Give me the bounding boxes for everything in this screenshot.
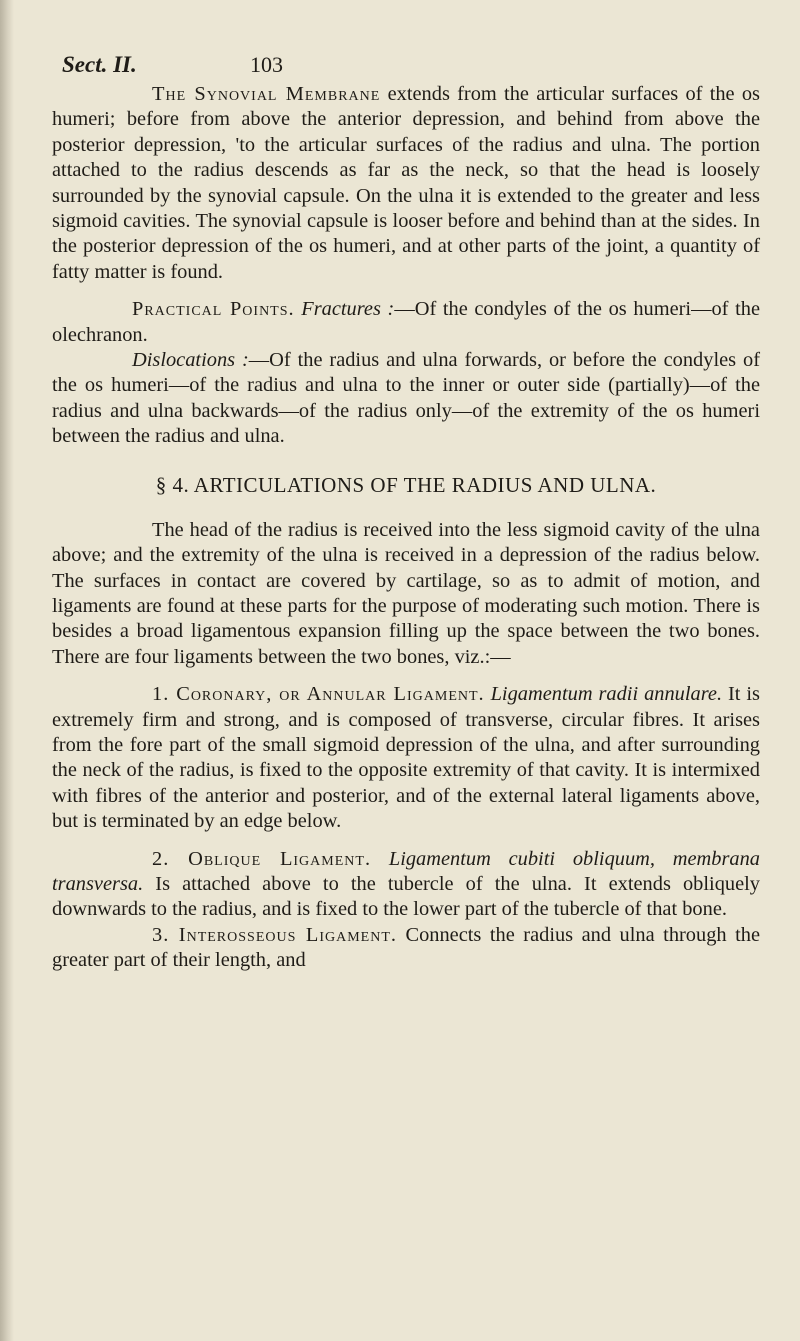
book-page (52, 52, 760, 974)
book-gutter-shadow (0, 0, 14, 1341)
paragraph-practical-points (52, 297, 760, 348)
section-marker: Sect. II. (62, 52, 137, 77)
paragraph-lead: 3. Interosseous Ligament. (152, 923, 397, 946)
paragraph-text: extends from the articular surfaces of the os humeri; before from above the anterior depression, and behind from above the posterior depression, 'to the articular surfaces of the radius and ulna. The portion attached to the radius descends as far as the neck, so that the head is loosely surrounded by the synovial capsule. On the ulna it is extended to the greater and less sigmoid cavities. The synovial capsule is looser before and behind than at the sides. In the posterior depression of the os humeri, and at other parts of the joint, a quantity of fatty matter is found. (52, 83, 760, 283)
paragraph-oblique-ligament (52, 847, 760, 923)
paragraph-dislocations (52, 348, 760, 450)
latin-term: Ligamentum cubiti obliquum, membrana transversa. (52, 847, 760, 895)
paragraph-text: Connects the radius and ulna through the greater part of their length, and (52, 923, 760, 972)
latin-term: Ligamentum radii annulare. (490, 683, 723, 706)
paragraph-text: It is extremely firm and strong, and is composed of transverse, circular fibres. It arises from the fore part of the small sigmoid depression of the ulna, and after surrounding the neck of the radius, is fixed to the opposite extremity of that cavity. It is intermixed with fibres of the anterior and posterior, and of the external lateral ligaments above, but is terminated by an edge below. (52, 683, 760, 833)
paragraph-interosseous-ligament (52, 923, 760, 974)
paragraph-lead: Practical Points. (132, 298, 295, 321)
paragraph-text: Is attached above to the tubercle of the ulna. It extends obliquely downwards to the radius, and is fixed to the lower part of the tubercle of that bone. (52, 872, 760, 921)
paragraph-lead: 1. Coronary, or Annular Ligament. (152, 683, 485, 706)
paragraph-text: —Of the condyles of the os humeri—of the olechranon. (52, 298, 760, 346)
paragraph-radius-head: The head of the radius is received into the less sigmoid cavity of the ulna above; and the extremity of the ulna is received in a depression of the radius below. The surfaces in contact are covered by cartilage, so as to admit of motion, and ligaments are found at these parts for the purpose of moderating such motion. There is besides a broad ligamentous expansion filling up the space between the two bones. There are four ligaments between the two bones, viz.:— (52, 518, 760, 668)
section-heading: § 4. ARTICULATIONS OF THE RADIUS AND ULNA. (155, 472, 657, 497)
running-head (52, 52, 760, 82)
paragraph-label: Dislocations : (132, 349, 249, 372)
page-number: 103 (250, 52, 283, 77)
paragraph-synovial-membrane (52, 82, 760, 285)
paragraph-coronary-ligament (52, 682, 760, 834)
paragraph-lead: The Synovial Membrane (152, 83, 381, 105)
paragraph-label: Fractures : (301, 298, 395, 321)
paragraph-text: —Of the radius and ulna forwards, or before the condyles of the os humeri—of the radius and ulna to the inner or outer side (partially)—of the radius and ulna backwards—of the radius only—of the extremity of the os humeri between the radius and ulna. (52, 349, 760, 448)
paragraph-lead: 2. Oblique Ligament. (152, 847, 372, 870)
